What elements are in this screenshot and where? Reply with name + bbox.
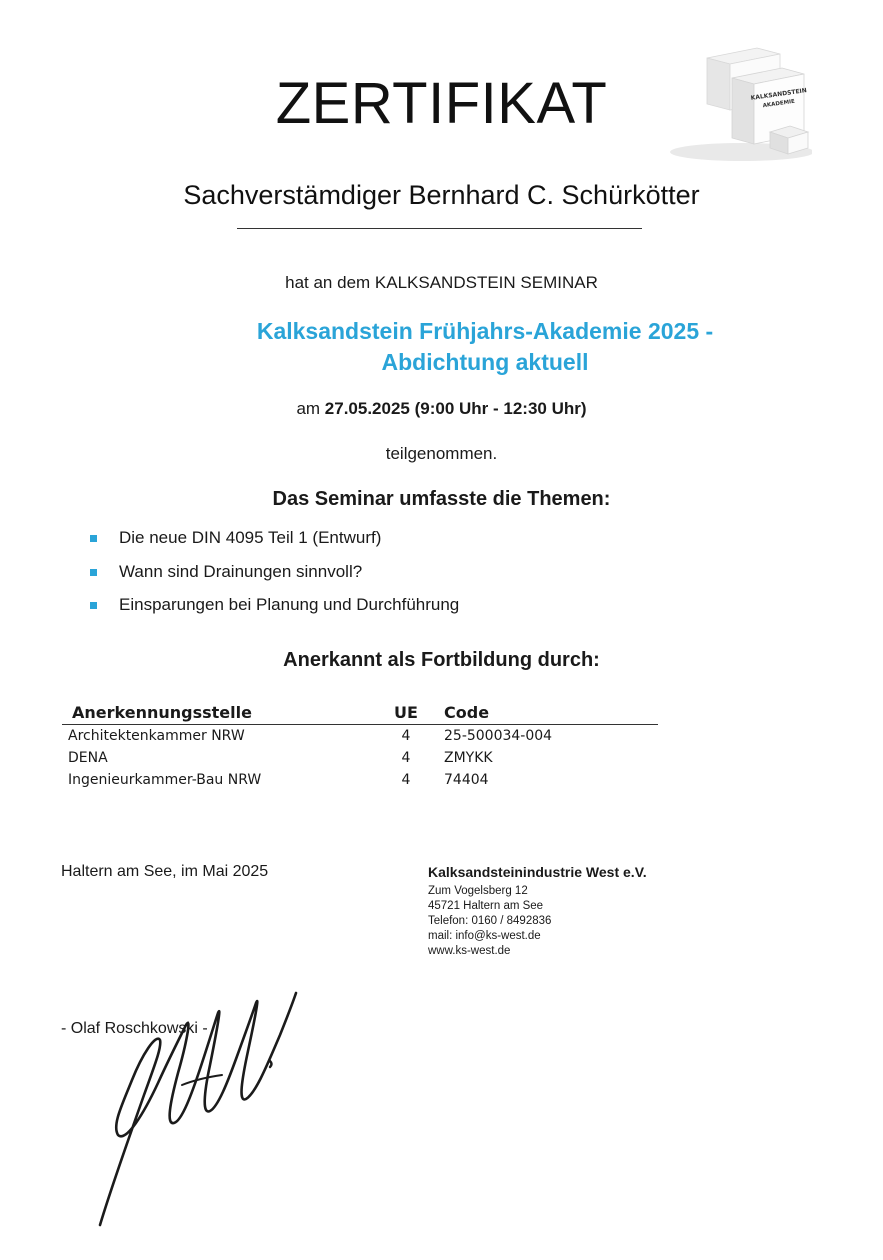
date-prefix: am bbox=[296, 399, 321, 418]
address-street: Zum Vogelsberg 12 bbox=[428, 885, 528, 897]
bullet-square-icon bbox=[90, 569, 97, 576]
topics-list bbox=[90, 527, 459, 628]
cell-code: 74404 bbox=[444, 771, 489, 788]
column-header-code: Code bbox=[444, 700, 658, 725]
cell-ue: 4 bbox=[401, 727, 411, 744]
block-icon-small bbox=[770, 126, 808, 154]
cell-code: 25-500034-004 bbox=[444, 727, 553, 744]
topic-text: Die neue DIN 4095 Teil 1 (Entwurf) bbox=[119, 528, 382, 547]
organization-address bbox=[428, 884, 551, 959]
cell-code: ZMYKK bbox=[444, 749, 493, 766]
topic-item bbox=[90, 527, 459, 561]
kalksandstein-logo bbox=[662, 40, 812, 165]
bullet-square-icon bbox=[90, 602, 97, 609]
address-city: 45721 Haltern am See bbox=[428, 900, 544, 912]
logo-text-line2: AKADEMIE bbox=[762, 98, 796, 110]
cell-body: Architektenkammer NRW bbox=[68, 727, 245, 744]
table-row bbox=[62, 747, 658, 769]
column-header-ue: UE bbox=[368, 700, 444, 725]
address-phone: Telefon: 0160 / 8492836 bbox=[428, 915, 552, 927]
logo-text-line1: KALKSANDSTEIN bbox=[750, 87, 808, 102]
table-row bbox=[62, 769, 658, 791]
recognition-heading: Anerkannt als Fortbildung durch: bbox=[283, 649, 600, 671]
seminar-title-line1: Kalksandstein Frühjahrs-Akademie 2025 - bbox=[256, 318, 714, 344]
seminar-title bbox=[200, 316, 770, 378]
topics-heading: Das Seminar umfasste die Themen: bbox=[272, 488, 611, 510]
topic-text: Wann sind Drainungen sinnvoll? bbox=[119, 561, 363, 581]
bullet-square-icon bbox=[90, 535, 97, 542]
participated-text: teilgenommen. bbox=[385, 444, 498, 463]
place-date: Haltern am See, im Mai 2025 bbox=[61, 863, 269, 880]
cell-body: DENA bbox=[68, 749, 108, 766]
recipient-name: Sachverstämdiger Bernhard C. Schürkötter bbox=[183, 180, 700, 210]
signer-name: - Olaf Roschkowski - bbox=[61, 1020, 208, 1037]
seminar-date: 27.05.2025 (9:00 Uhr - 12:30 Uhr) bbox=[324, 399, 587, 418]
seminar-date-line bbox=[0, 399, 883, 419]
organization-name: Kalksandsteinindustrie West e.V. bbox=[428, 864, 647, 880]
cell-body: Ingenieurkammer-Bau NRW bbox=[68, 771, 262, 788]
address-web: www.ks-west.de bbox=[428, 945, 511, 957]
column-header-body: Anerkennungsstelle bbox=[62, 700, 368, 725]
recognition-table bbox=[62, 700, 658, 791]
cell-ue: 4 bbox=[401, 771, 411, 788]
topic-item bbox=[90, 561, 459, 595]
topic-text: Einsparungen bei Planung und Durchführung bbox=[119, 595, 460, 614]
seminar-title-line2: Abdichtung aktuell bbox=[381, 349, 589, 375]
intro-text: hat an dem KALKSANDSTEIN SEMINAR bbox=[285, 273, 598, 292]
topic-item bbox=[90, 594, 459, 628]
recipient-underline bbox=[237, 228, 642, 229]
cell-ue: 4 bbox=[401, 749, 411, 766]
certificate-title: ZERTIFIKAT bbox=[275, 71, 608, 136]
handwritten-signature bbox=[82, 985, 302, 1230]
table-row bbox=[62, 725, 658, 748]
table-header-row bbox=[62, 700, 658, 725]
address-mail: mail: info@ks-west.de bbox=[428, 930, 541, 942]
